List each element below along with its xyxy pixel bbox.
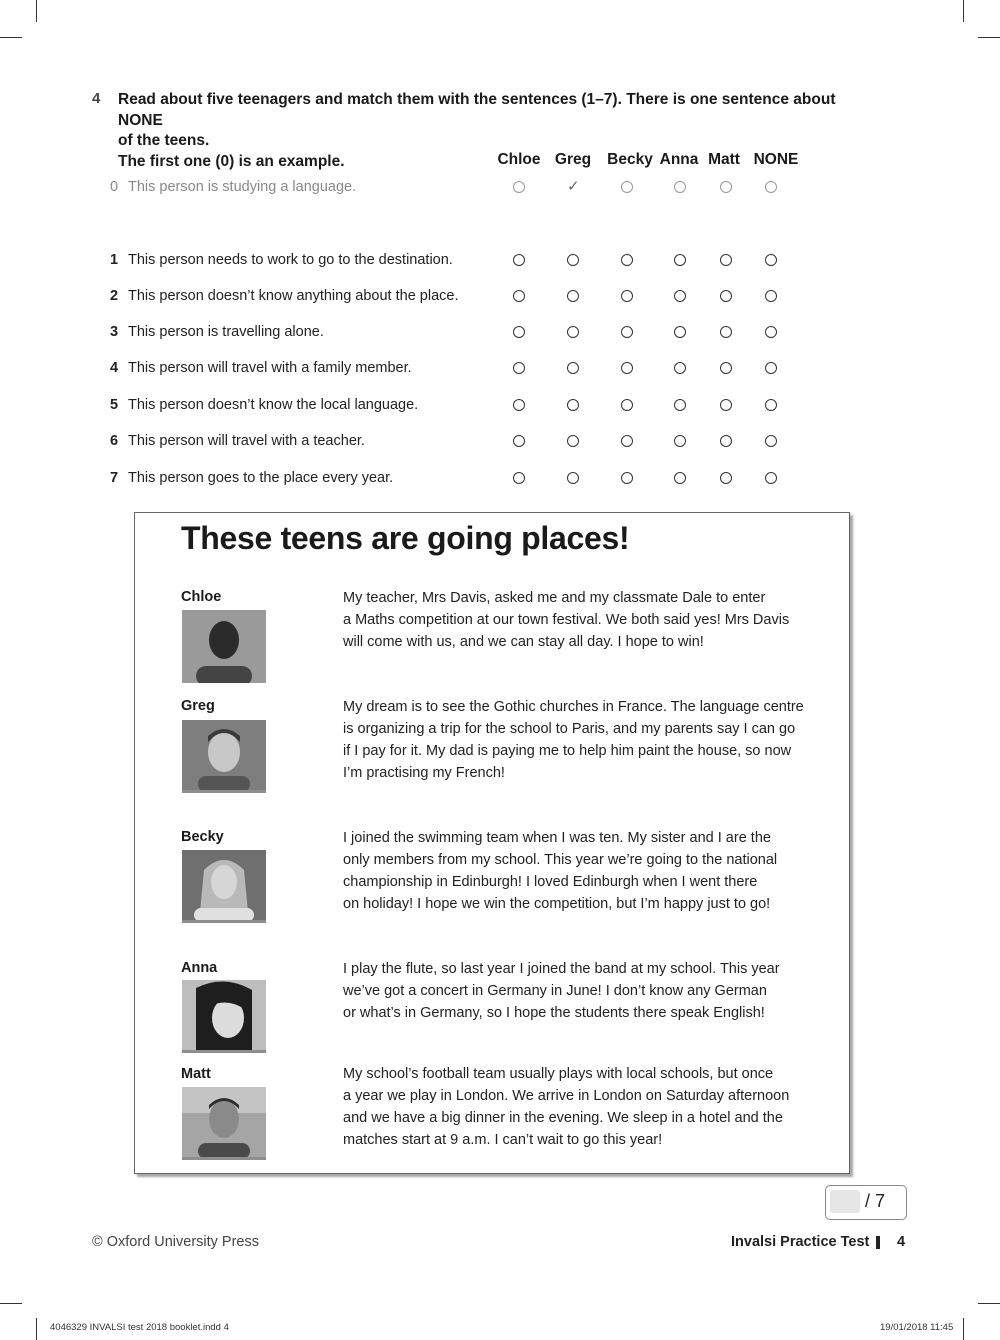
- answer-radio-7-anna[interactable]: [674, 472, 686, 484]
- instruction-line: Read about five teenagers and match them with the sentences (1–7). There is one sentence about NONE: [118, 91, 836, 129]
- text-line: championship in Edinburgh! I loved Edinburgh when I went there: [343, 874, 758, 890]
- answer-radio-7-none[interactable]: [765, 472, 777, 484]
- answer-radio-2-greg[interactable]: [567, 290, 579, 302]
- item-text: This person doesn’t know the local language.: [128, 397, 419, 413]
- answer-radio-6-greg[interactable]: [567, 435, 579, 447]
- text-line: on holiday! I hope we win the competition, but I’m happy just to go!: [343, 896, 771, 912]
- example-radio: [513, 181, 525, 193]
- text-line: is organizing a trip for the school to Paris, and my parents say I can go: [343, 721, 796, 737]
- item-number: 1: [110, 252, 119, 268]
- column-header-becky: Becky: [607, 151, 653, 168]
- slug-file: 4046329 INVALSI test 2018 booklet.indd 4: [50, 1322, 229, 1333]
- answer-radio-2-matt[interactable]: [720, 290, 732, 302]
- item-text: This person will travel with a family member.: [128, 360, 412, 376]
- crop-mark: [978, 1303, 1000, 1304]
- answer-radio-3-anna[interactable]: [674, 326, 686, 338]
- answer-radio-1-anna[interactable]: [674, 254, 686, 266]
- text-line: My school’s football team usually plays with local schools, but once: [343, 1066, 774, 1082]
- photo-chloe: [182, 610, 266, 683]
- item-number: 5: [110, 397, 119, 413]
- answer-radio-5-anna[interactable]: [674, 399, 686, 411]
- teen-name-matt: Matt: [181, 1066, 211, 1082]
- teen-text-matt: [343, 1063, 805, 1151]
- footer-separator: [876, 1236, 880, 1249]
- teen-text-anna: [343, 958, 805, 1024]
- text-line: My teacher, Mrs Davis, asked me and my classmate Dale to enter: [343, 590, 766, 606]
- score-input[interactable]: [830, 1190, 860, 1213]
- example-radio: [765, 181, 777, 193]
- teen-name-becky: Becky: [181, 829, 224, 845]
- answer-radio-6-chloe[interactable]: [513, 435, 525, 447]
- photo-matt: [182, 1087, 266, 1160]
- answer-radio-5-none[interactable]: [765, 399, 777, 411]
- answer-radio-7-becky[interactable]: [621, 472, 633, 484]
- item-text: This person doesn’t know anything about the place.: [128, 288, 459, 304]
- column-header-greg: Greg: [554, 151, 592, 168]
- copyright: © Oxford University Press: [92, 1234, 259, 1250]
- text-line: I joined the swimming team when I was ten. My sister and I are the: [343, 830, 771, 846]
- answer-radio-1-none[interactable]: [765, 254, 777, 266]
- answer-radio-7-greg[interactable]: [567, 472, 579, 484]
- text-line: will come with us, and we can stay all day. I hope to win!: [343, 634, 704, 650]
- item-number: 3: [110, 324, 119, 340]
- answer-radio-5-matt[interactable]: [720, 399, 732, 411]
- text-line: only members from my school. This year we’re going to the national: [343, 852, 778, 868]
- column-header-chloe: Chloe: [497, 151, 541, 168]
- answer-radio-3-matt[interactable]: [720, 326, 732, 338]
- answer-radio-5-becky[interactable]: [621, 399, 633, 411]
- text-line: if I pay for it. My dad is paying me to help him paint the house, so now: [343, 743, 792, 759]
- answer-radio-3-none[interactable]: [765, 326, 777, 338]
- score-total: / 7: [865, 1191, 886, 1211]
- answer-radio-3-becky[interactable]: [621, 326, 633, 338]
- photo-becky: [182, 850, 266, 923]
- text-line: a Maths competition at our town festival. We both said yes! Mrs Davis: [343, 612, 790, 628]
- answer-radio-6-anna[interactable]: [674, 435, 686, 447]
- text-line: I’m practising my French!: [343, 765, 505, 781]
- answer-radio-6-becky[interactable]: [621, 435, 633, 447]
- answer-radio-4-none[interactable]: [765, 362, 777, 374]
- crop-mark: [963, 0, 964, 22]
- page-number: 4: [897, 1234, 906, 1250]
- crop-mark: [36, 1318, 37, 1340]
- photo-anna: [182, 980, 266, 1053]
- teen-name-anna: Anna: [181, 960, 218, 976]
- crop-mark: [978, 37, 1000, 38]
- crop-mark: [963, 1318, 964, 1340]
- item-text: This person is travelling alone.: [128, 324, 324, 340]
- answer-radio-5-chloe[interactable]: [513, 399, 525, 411]
- answer-radio-4-becky[interactable]: [621, 362, 633, 374]
- teen-name-greg: Greg: [181, 698, 215, 714]
- answer-radio-4-chloe[interactable]: [513, 362, 525, 374]
- teen-text-becky: [343, 827, 805, 915]
- instruction-line: The first one (0) is an example.: [118, 152, 345, 170]
- teen-text-chloe: [343, 587, 805, 653]
- text-line: I play the flute, so last year I joined the band at my school. This year: [343, 961, 780, 977]
- item-text: This person goes to the place every year.: [128, 470, 394, 486]
- item-number: 6: [110, 433, 119, 449]
- item-number: 4: [110, 360, 119, 376]
- text-line: matches start at 9 a.m. I can’t wait to go this year!: [343, 1132, 663, 1148]
- item-text: This person will travel with a teacher.: [128, 433, 365, 449]
- column-header-matt: Matt: [708, 151, 740, 168]
- slug-datetime: 19/01/2018 11:45: [880, 1322, 954, 1333]
- crop-mark: [0, 1303, 22, 1304]
- example-checked-icon: ✓: [567, 178, 580, 195]
- answer-radio-1-greg[interactable]: [567, 254, 579, 266]
- answer-radio-6-none[interactable]: [765, 435, 777, 447]
- question-number: 4: [92, 90, 101, 107]
- answer-radio-7-matt[interactable]: [720, 472, 732, 484]
- answer-radio-2-anna[interactable]: [674, 290, 686, 302]
- example-text: This person is studying a language.: [128, 179, 357, 195]
- example-radio: [720, 181, 732, 193]
- crop-mark: [36, 0, 37, 22]
- answer-radio-3-chloe[interactable]: [513, 326, 525, 338]
- text-line: My dream is to see the Gothic churches in France. The language centre: [343, 699, 804, 715]
- answer-radio-6-matt[interactable]: [720, 435, 732, 447]
- crop-mark: [0, 37, 22, 38]
- text-line: or what’s in Germany, so I hope the students there speak English!: [343, 1005, 765, 1021]
- answer-radio-2-none[interactable]: [765, 290, 777, 302]
- test-name: Invalsi Practice Test: [731, 1234, 870, 1250]
- answer-radio-3-greg[interactable]: [567, 326, 579, 338]
- text-line: and we have a big dinner in the evening. We sleep in a hotel and the: [343, 1110, 783, 1126]
- teen-text-greg: [343, 696, 805, 784]
- text-line: a year we play in London. We arrive in London on Saturday afternoon: [343, 1088, 790, 1104]
- answer-radio-7-chloe[interactable]: [513, 472, 525, 484]
- answer-radio-1-becky[interactable]: [621, 254, 633, 266]
- example-radio: [674, 181, 686, 193]
- text-line: we’ve got a concert in Germany in June! I don’t know any German: [343, 983, 767, 999]
- article-title: These teens are going places!: [181, 520, 630, 556]
- answer-radio-2-chloe[interactable]: [513, 290, 525, 302]
- answer-radio-1-matt[interactable]: [720, 254, 732, 266]
- item-number: 7: [110, 470, 119, 486]
- teen-name-chloe: Chloe: [181, 589, 222, 605]
- item-text: This person needs to work to go to the destination.: [128, 252, 453, 268]
- answer-radio-4-anna[interactable]: [674, 362, 686, 374]
- answer-radio-1-chloe[interactable]: [513, 254, 525, 266]
- item-number: 2: [110, 288, 119, 304]
- example-number: 0: [110, 179, 119, 195]
- photo-greg: [182, 720, 266, 793]
- answer-radio-4-greg[interactable]: [567, 362, 579, 374]
- instruction-line: of the teens.: [118, 132, 210, 149]
- answer-radio-5-greg[interactable]: [567, 399, 579, 411]
- answer-radio-2-becky[interactable]: [621, 290, 633, 302]
- column-header-none: NONE: [753, 151, 799, 168]
- example-radio: [621, 181, 633, 193]
- column-header-anna: Anna: [659, 151, 699, 168]
- answer-radio-4-matt[interactable]: [720, 362, 732, 374]
